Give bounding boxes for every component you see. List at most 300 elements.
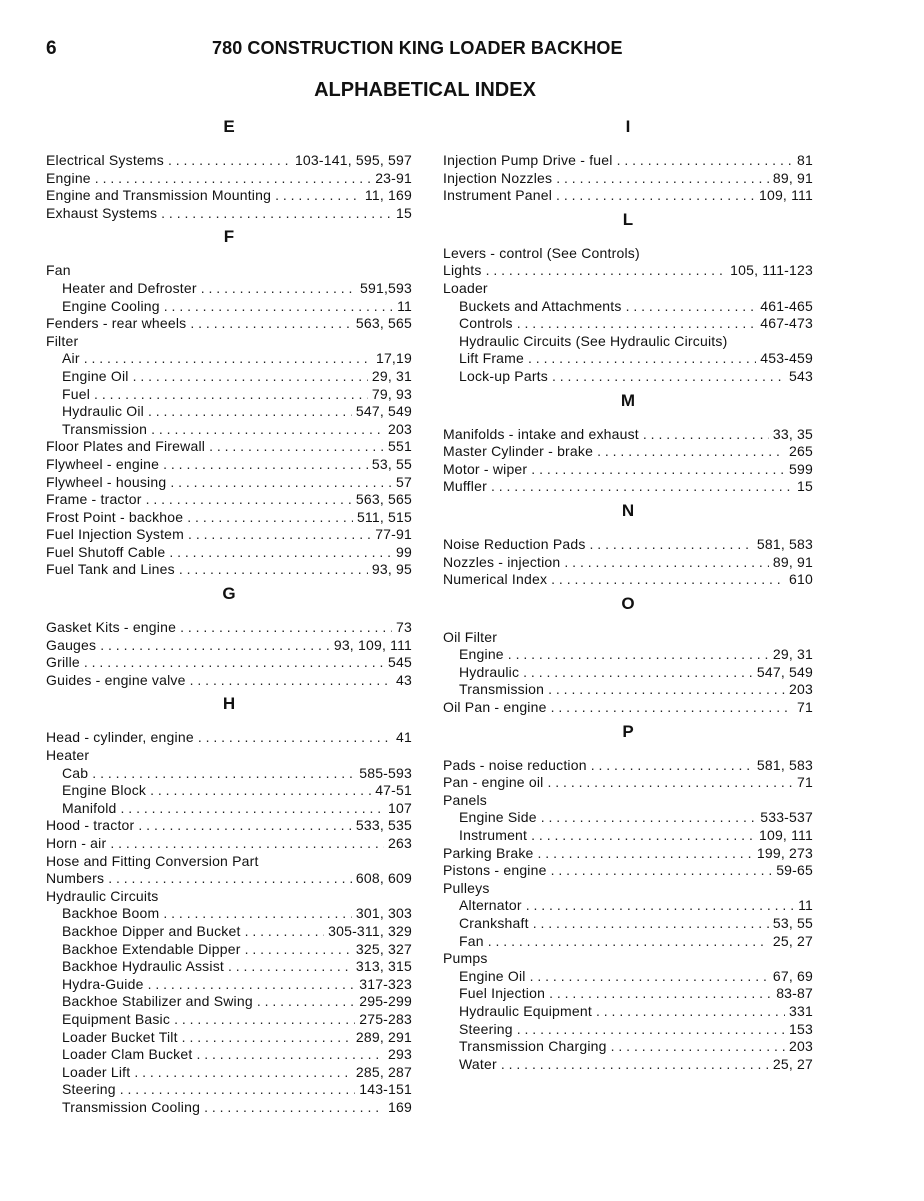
dot-leader (528, 350, 756, 368)
dot-leader (84, 654, 384, 672)
entry-pages: 89, 91 (772, 169, 813, 186)
index-entry (443, 933, 813, 951)
entry-label: Hose and Fitting Conversion Part (46, 852, 259, 869)
entry-label: Horn - air (46, 835, 107, 851)
index-entry (443, 152, 813, 170)
index-entry (46, 544, 412, 562)
entry-pages: 325, 327 (355, 940, 412, 957)
index-entry (443, 699, 813, 717)
entry-pages: 591,593 (359, 279, 412, 296)
entry-pages: 453-459 (760, 350, 813, 367)
index-heading: ALPHABETICAL INDEX (314, 79, 536, 101)
entry-label: Levers - control (See Controls) (443, 244, 640, 261)
dot-leader (551, 862, 773, 880)
entry-label: Hydraulic Circuits (See Hydraulic Circuits) (459, 332, 728, 349)
entry-pages: 275-283 (359, 1010, 412, 1027)
entry-label: Flywheel - housing (46, 473, 167, 490)
entry-label: Flywheel - engine (46, 455, 160, 472)
dot-leader (196, 1046, 384, 1064)
dot-leader (531, 827, 755, 845)
entry-pages: 77-91 (375, 526, 412, 543)
index-entry (46, 438, 412, 456)
entry-label: Engine Block (62, 782, 147, 799)
dot-leader (275, 187, 361, 205)
entry-pages: 608, 609 (355, 870, 412, 887)
dot-leader (94, 386, 368, 404)
entry-pages: 15 (396, 204, 412, 221)
dot-leader (611, 1038, 785, 1056)
dot-leader (180, 619, 392, 637)
entry-label: Pistons - engine (443, 862, 547, 879)
dot-leader (508, 646, 769, 664)
index-entry (443, 1003, 813, 1021)
dot-leader (179, 561, 368, 579)
entry-pages: 17,19 (375, 350, 412, 367)
entry-label: Engine and Transmission Mounting (46, 187, 272, 204)
entry-pages: 203 (789, 681, 813, 698)
entry-label: Gasket Kits - engine (46, 619, 177, 636)
entry-label: Filter (46, 332, 79, 349)
dot-leader (245, 941, 352, 959)
section-letter: G (222, 584, 236, 604)
entry-pages: 295-299 (359, 993, 412, 1010)
index-entry (443, 461, 813, 479)
entry-pages: 285, 287 (355, 1063, 412, 1080)
entry-label: Equipment Basic (62, 1010, 171, 1027)
index-entry (443, 426, 813, 444)
dot-leader (488, 933, 769, 951)
index-entry (46, 187, 412, 205)
index-entry (46, 905, 412, 923)
dot-leader (209, 438, 384, 456)
entry-pages: 93, 95 (371, 561, 412, 578)
entry-label: Manifolds - intake and exhaust (443, 425, 639, 442)
entry-label: Crankshaft (459, 915, 529, 931)
index-entry (443, 187, 813, 205)
dot-leader (530, 968, 769, 986)
entry-pages: 545 (388, 654, 412, 671)
dot-leader (533, 915, 769, 933)
entry-label: Lift Frame (459, 350, 525, 367)
index-entry (46, 1099, 412, 1117)
index-entry (46, 262, 412, 280)
index-entry (46, 870, 412, 888)
index-entry (46, 152, 412, 170)
index-entry (46, 526, 412, 544)
section-letter: O (621, 593, 635, 613)
index-entry (46, 765, 412, 783)
index-entry (46, 800, 412, 818)
section-letter: N (621, 500, 635, 520)
index-entry (46, 923, 412, 941)
index-entry (443, 792, 813, 810)
dot-leader (643, 426, 769, 444)
index-entry (46, 835, 412, 853)
dot-leader (187, 509, 353, 527)
dot-leader (552, 368, 785, 386)
entry-pages: 563, 565 (355, 491, 412, 508)
index-entry (46, 672, 412, 690)
dot-leader (538, 845, 753, 863)
entry-label: Buckets and Attachments (459, 297, 622, 314)
dot-leader (541, 809, 757, 827)
entry-pages: 581, 583 (756, 756, 813, 773)
entry-pages: 103-141, 595, 597 (294, 152, 412, 168)
entry-pages: 29, 31 (371, 367, 412, 384)
index-entry (46, 1046, 412, 1064)
entry-pages: 610 (789, 571, 813, 588)
dot-leader (228, 958, 352, 976)
dot-leader (526, 897, 794, 915)
entry-label: Master Cylinder - brake (443, 443, 594, 460)
entry-pages: 11 (397, 297, 412, 314)
entry-pages: 67, 69 (772, 967, 813, 984)
entry-label: Engine (46, 169, 91, 186)
entry-pages: 331 (789, 1002, 813, 1019)
entry-label: Oil Pan - engine (443, 699, 547, 716)
entry-label: Pulleys (443, 879, 490, 896)
entry-pages: 83-87 (776, 985, 813, 1002)
dot-leader (146, 491, 352, 509)
section-letter: E (223, 117, 235, 136)
entry-label: Oil Filter (443, 628, 498, 645)
dot-leader (163, 456, 368, 474)
entry-label: Hydraulic Oil (62, 403, 144, 420)
entry-label: Backhoe Stabilizer and Swing (62, 993, 253, 1010)
index-entry (46, 782, 412, 800)
entry-pages: 461-465 (760, 297, 813, 314)
entry-label: Nozzles - injection (443, 553, 561, 570)
dot-leader (626, 298, 757, 316)
entry-pages: 99 (396, 543, 412, 560)
entry-label: Exhaust Systems (46, 204, 158, 221)
index-entry (443, 880, 813, 898)
entry-label: Transmission Cooling (62, 1098, 201, 1115)
dot-leader (84, 350, 372, 368)
index-entry (46, 491, 412, 509)
dot-leader (95, 170, 371, 188)
entry-label: Alternator (459, 897, 522, 914)
entry-pages: 581, 583 (756, 535, 813, 552)
index-entry (46, 368, 412, 386)
index-entry (46, 280, 412, 298)
dot-leader (190, 672, 392, 690)
entry-pages: 143-151 (359, 1081, 412, 1098)
index-section-i (443, 116, 813, 205)
entry-label: Gauges (46, 636, 97, 653)
index-section-h (46, 693, 412, 1116)
index-entry (443, 950, 813, 968)
entry-label: Backhoe Extendable Dipper (62, 940, 241, 957)
entry-label: Fenders - rear wheels (46, 315, 187, 332)
index-entry (46, 421, 412, 439)
dot-leader (182, 1029, 352, 1047)
index-entry (443, 1056, 813, 1074)
index-entry (46, 747, 412, 765)
dot-leader (486, 262, 727, 280)
index-section-g (46, 583, 412, 689)
entry-label: Heater (46, 747, 90, 764)
dot-leader (169, 544, 392, 562)
entry-label: Steering (459, 1020, 513, 1037)
entry-label: Manifold (62, 799, 117, 816)
index-entry (46, 888, 412, 906)
index-entry (46, 333, 412, 351)
dot-leader (151, 421, 384, 439)
entry-pages: 289, 291 (355, 1028, 412, 1045)
entry-label: Numbers (46, 870, 105, 887)
index-entry (443, 757, 813, 775)
index-entry (443, 350, 813, 368)
index-entry (46, 509, 412, 527)
entry-label: Transmission (62, 420, 148, 437)
entry-label: Lights (443, 262, 482, 279)
index-entry (46, 619, 412, 637)
dot-leader (517, 1021, 785, 1039)
entry-pages: 79, 93 (371, 385, 412, 402)
index-entry (443, 478, 813, 496)
entry-label: Transmission (459, 681, 545, 698)
index-entry (46, 298, 412, 316)
entry-pages: 585-593 (359, 764, 412, 781)
dot-leader (590, 536, 753, 554)
index-section-l (443, 209, 813, 386)
entry-pages: 547, 549 (756, 663, 813, 680)
dot-leader (204, 1099, 384, 1117)
dot-leader (201, 280, 356, 298)
entry-pages: 109, 111 (758, 827, 813, 844)
dot-leader (556, 187, 755, 205)
section-letter: I (625, 117, 631, 136)
index-section-e (46, 116, 412, 222)
dot-leader (548, 774, 794, 792)
index-entry (443, 315, 813, 333)
index-entry (46, 941, 412, 959)
index-entry (443, 985, 813, 1003)
entry-label: Fuel Injection System (46, 526, 185, 543)
entry-pages: 543 (789, 367, 813, 384)
dot-leader (163, 905, 352, 923)
entry-label: Noise Reduction Pads (443, 535, 586, 552)
entry-pages: 93, 109, 111 (333, 636, 412, 653)
index-section-f (46, 226, 412, 579)
entry-label: Hydraulic Circuits (46, 887, 159, 904)
dot-leader (150, 782, 371, 800)
dot-leader (174, 1011, 355, 1029)
section-letter: H (222, 694, 236, 714)
index-entry (443, 443, 813, 461)
entry-pages: 29, 31 (772, 646, 813, 663)
index-entry (443, 629, 813, 647)
index-entry (443, 170, 813, 188)
entry-pages: 57 (396, 473, 412, 490)
entry-label: Motor - wiper (443, 460, 528, 477)
entry-pages: 563, 565 (355, 315, 412, 332)
entry-pages: 467-473 (760, 315, 813, 332)
entry-pages: 265 (789, 443, 813, 460)
entry-pages: 23-91 (375, 169, 412, 186)
entry-pages: 33, 35 (772, 425, 813, 442)
entry-pages: 11 (798, 897, 813, 914)
section-letter: P (622, 721, 634, 741)
entry-label: Pads - noise reduction (443, 756, 587, 773)
dot-leader (121, 800, 385, 818)
entry-label: Loader Clam Bucket (62, 1046, 193, 1063)
entry-label: Pumps (443, 950, 488, 967)
entry-pages: 15 (797, 478, 813, 495)
index-entry (46, 1011, 412, 1029)
dot-leader (591, 757, 753, 775)
entry-label: Panels (443, 791, 488, 808)
entry-label: Loader Bucket Tilt (62, 1028, 178, 1045)
index-entry (46, 729, 412, 747)
page-number: 6 (46, 38, 57, 59)
index-entry (443, 280, 813, 298)
dot-leader (548, 681, 785, 699)
index-entry (443, 809, 813, 827)
entry-label: Backhoe Dipper and Bucket (62, 922, 241, 939)
index-entry (443, 536, 813, 554)
index-entry (443, 646, 813, 664)
entry-label: Injection Nozzles (443, 169, 553, 186)
entry-pages: 551 (388, 438, 412, 455)
entry-pages: 317-323 (359, 975, 412, 992)
dot-leader (245, 923, 325, 941)
index-entry (443, 298, 813, 316)
dot-leader (161, 205, 392, 223)
entry-pages: 599 (789, 460, 813, 477)
entry-label: Fuel (62, 385, 91, 402)
dot-leader (110, 835, 384, 853)
dot-leader (198, 729, 392, 747)
entry-label: Hydraulic Equipment (459, 1002, 592, 1019)
index-entry (443, 968, 813, 986)
section-letter: M (620, 390, 636, 410)
dot-leader (501, 1056, 769, 1074)
entry-pages: 71 (797, 774, 813, 791)
entry-label: Water (459, 1055, 497, 1072)
entry-label: Frame - tractor (46, 491, 142, 508)
index-entry (443, 1021, 813, 1039)
index-entry (46, 1081, 412, 1099)
index-entry (46, 993, 412, 1011)
entry-label: Loader Lift (62, 1063, 131, 1080)
entry-label: Hydra-Guide (62, 975, 144, 992)
entry-label: Hydraulic (459, 663, 520, 680)
dot-leader (134, 1064, 352, 1082)
entry-pages: 547, 549 (355, 403, 412, 420)
entry-pages: 43 (396, 671, 412, 688)
entry-label: Fan (46, 262, 71, 279)
index-entry (443, 554, 813, 572)
entry-label: Injection Pump Drive - fuel (443, 152, 613, 168)
dot-leader (517, 315, 756, 333)
index-section-o (443, 593, 813, 717)
index-entry (443, 262, 813, 280)
entry-pages: 313, 315 (355, 958, 412, 975)
entry-label: Instrument (459, 827, 528, 844)
index-entry (46, 637, 412, 655)
index-entry (443, 368, 813, 386)
index-entry (443, 664, 813, 682)
entry-pages: 81 (797, 152, 813, 168)
entry-pages: 199, 273 (756, 844, 813, 861)
index-entry (46, 1064, 412, 1082)
dot-leader (108, 870, 352, 888)
entry-pages: 263 (388, 835, 412, 851)
entry-pages: 47-51 (375, 782, 412, 799)
index-entry (443, 845, 813, 863)
dot-leader (168, 152, 291, 170)
entry-label: Engine Oil (62, 367, 129, 384)
dot-leader (523, 664, 753, 682)
index-entry (443, 245, 813, 263)
entry-pages: 293 (388, 1046, 412, 1063)
dot-leader (170, 474, 392, 492)
dot-leader (120, 1081, 355, 1099)
index-entry (46, 386, 412, 404)
dot-leader (188, 526, 371, 544)
entry-label: Steering (62, 1081, 116, 1098)
entry-pages: 169 (388, 1098, 412, 1115)
document-title: 780 CONSTRUCTION KING LOADER BACKHOE (212, 38, 623, 58)
entry-pages: 301, 303 (355, 905, 412, 922)
index-entry (46, 350, 412, 368)
entry-pages: 107 (388, 799, 412, 816)
entry-pages: 305-311, 329 (328, 922, 412, 939)
dot-leader (138, 817, 352, 835)
entry-pages: 11, 169 (364, 187, 412, 204)
index-entry (443, 774, 813, 792)
dot-leader (551, 571, 785, 589)
entry-pages: 153 (789, 1020, 813, 1037)
entry-label: Lock-up Parts (459, 367, 548, 384)
dot-leader (133, 368, 368, 386)
entry-label: Instrument Panel (443, 187, 553, 204)
entry-label: Loader (443, 279, 488, 296)
dot-leader (92, 765, 355, 783)
index-entry (46, 817, 412, 835)
dot-leader (190, 315, 352, 333)
entry-pages: 203 (789, 1038, 813, 1055)
index-entry (46, 205, 412, 223)
entry-label: Transmission Charging (459, 1038, 607, 1055)
dot-leader (148, 403, 352, 421)
index-section-m (443, 390, 813, 496)
entry-label: Floor Plates and Firewall (46, 438, 206, 455)
dot-leader (617, 152, 793, 170)
entry-label: Backhoe Hydraulic Assist (62, 958, 224, 975)
entry-label: Electrical Systems (46, 152, 164, 168)
index-section-p (443, 721, 813, 1074)
index-entry (443, 1038, 813, 1056)
entry-pages: 59-65 (776, 862, 813, 879)
entry-pages: 53, 55 (772, 915, 813, 931)
entry-pages: 25, 27 (772, 932, 813, 949)
index-column-right (443, 112, 813, 1073)
dot-leader (148, 976, 356, 994)
entry-label: Backhoe Boom (62, 905, 160, 922)
entry-label: Controls (459, 315, 513, 332)
entry-label: Grille (46, 654, 80, 671)
index-column-left (46, 112, 412, 1117)
entry-label: Numerical Index (443, 571, 548, 588)
dot-leader (491, 478, 793, 496)
entry-label: Head - cylinder, engine (46, 729, 194, 746)
entry-label: Parking Brake (443, 844, 534, 861)
entry-pages: 533, 535 (355, 817, 412, 834)
section-letter: F (223, 227, 235, 247)
